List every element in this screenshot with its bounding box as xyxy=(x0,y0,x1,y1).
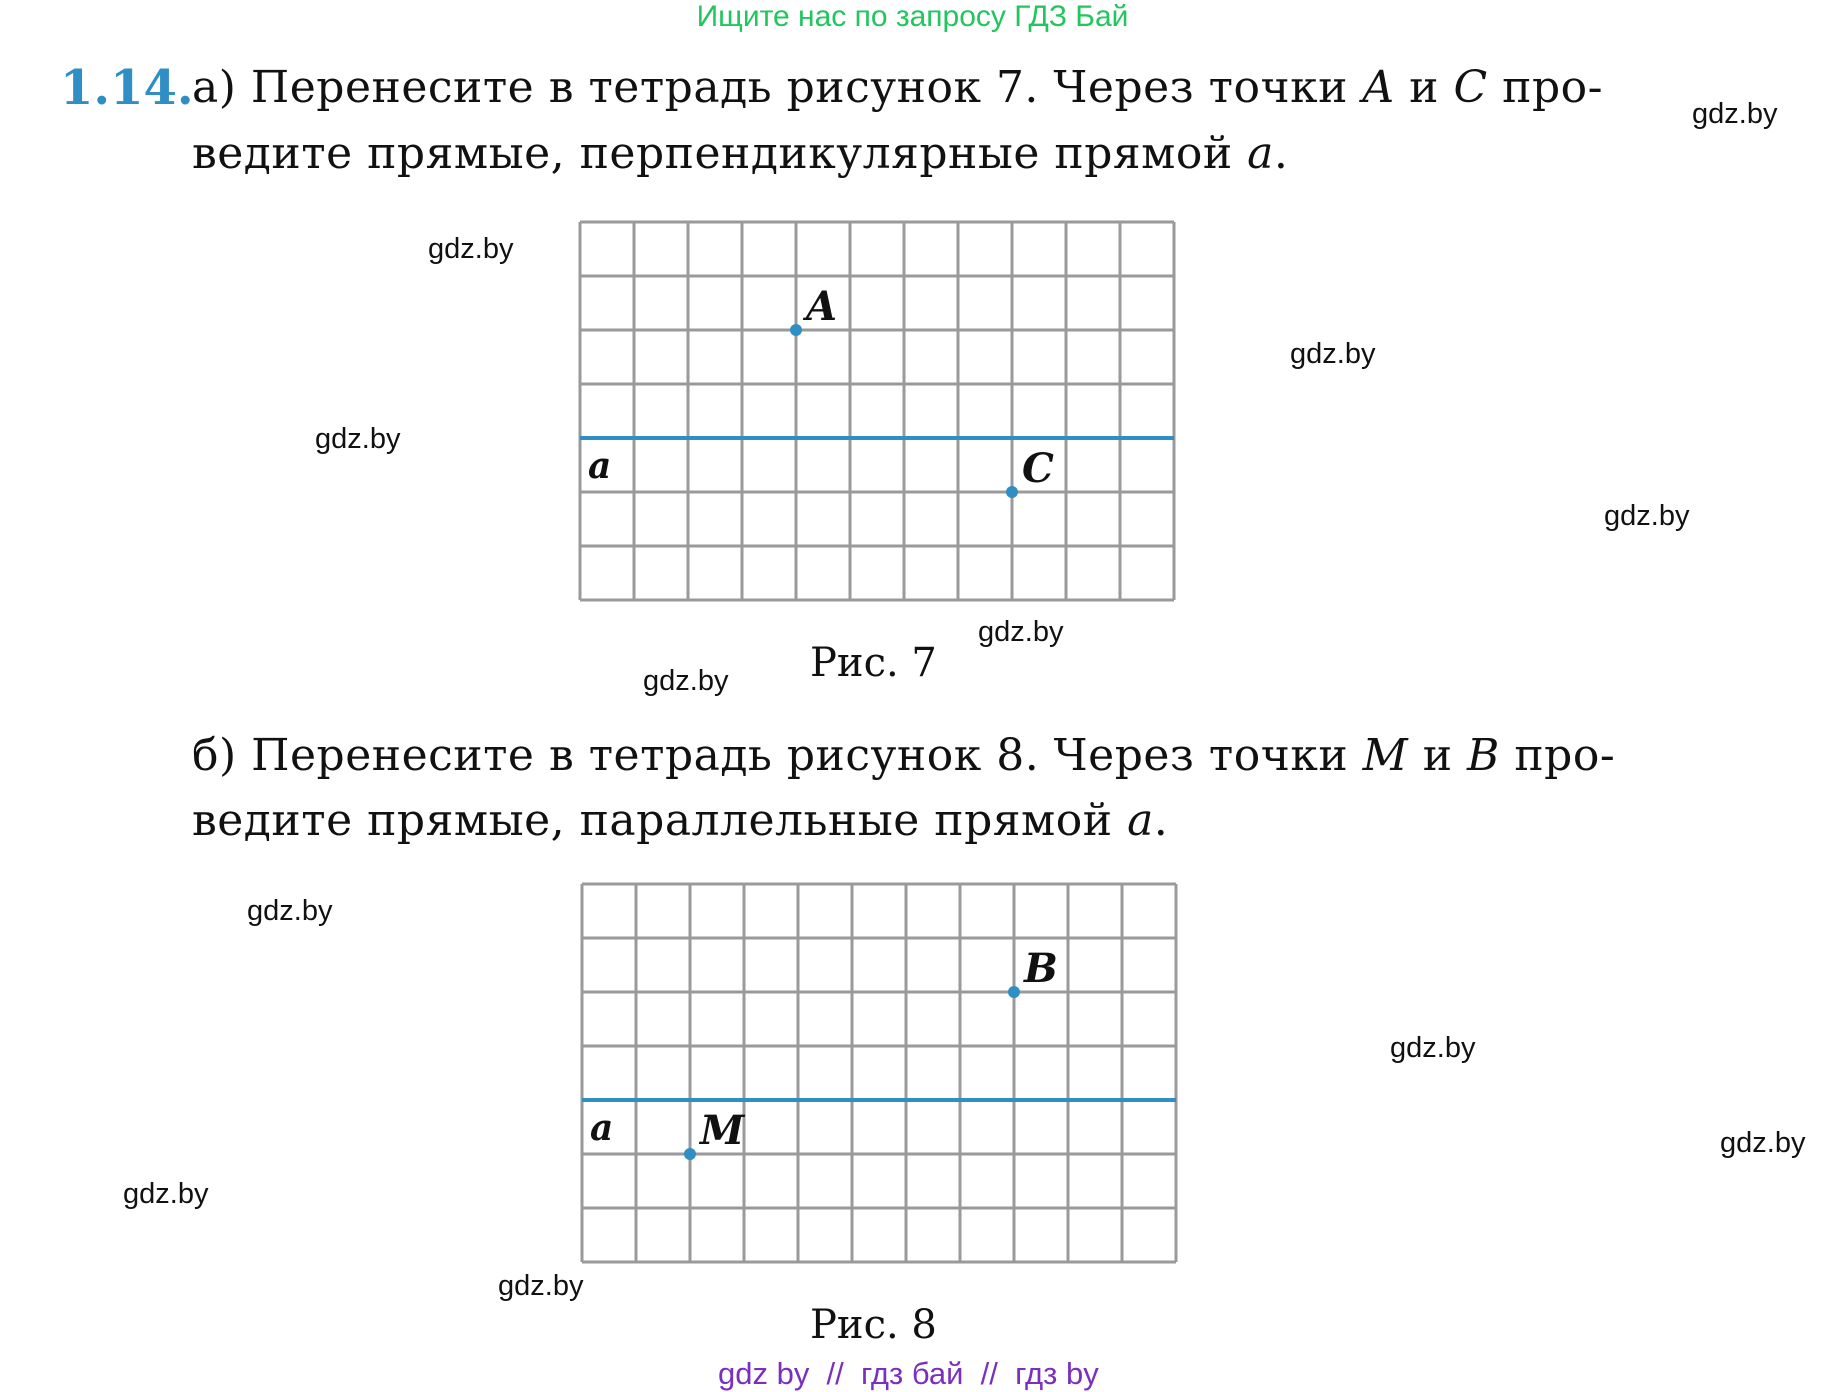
problem-number: 1.14. xyxy=(60,60,194,116)
header-banner: Ищите нас по запросу ГДЗ Бай xyxy=(696,0,1129,33)
footer-links: gdz by // гдз бай // гдз by xyxy=(718,1356,1099,1391)
watermark: gdz.by xyxy=(1604,500,1690,532)
watermark: gdz.by xyxy=(643,665,729,697)
figure-8-caption: Рис. 8 xyxy=(810,1302,937,1348)
point-c xyxy=(1006,486,1018,498)
task-a-point-1: A xyxy=(1362,62,1395,113)
watermark: gdz.by xyxy=(978,616,1064,648)
point-b-label: B xyxy=(1024,945,1058,992)
task-b-line2 xyxy=(192,795,1168,846)
task-b-text-2: про- xyxy=(1499,730,1616,781)
task-b-text-1: б) Перенесите в тетрадь рисунок 8. Через точки xyxy=(192,730,1363,781)
watermark: gdz.by xyxy=(315,423,401,455)
task-b-point-2: B xyxy=(1467,730,1500,781)
point-b xyxy=(1008,986,1020,998)
task-a-conj: и xyxy=(1394,62,1454,113)
watermark: gdz.by xyxy=(1390,1032,1476,1064)
line-a-label: a xyxy=(590,1107,614,1149)
figure-8-grid xyxy=(580,882,1180,1268)
task-b-text-4: . xyxy=(1153,795,1169,846)
watermark: gdz.by xyxy=(247,895,333,927)
point-a-label: A xyxy=(806,283,838,330)
watermark: gdz.by xyxy=(428,233,514,265)
point-a xyxy=(790,324,802,336)
line-a-label: a xyxy=(588,445,612,487)
point-c-label: C xyxy=(1022,445,1054,492)
task-a-text-2: про- xyxy=(1487,62,1603,113)
figure-7-caption: Рис. 7 xyxy=(810,640,937,686)
task-b-line-name: a xyxy=(1127,795,1154,846)
task-a-text-4: . xyxy=(1273,128,1289,179)
point-m xyxy=(684,1148,696,1160)
task-a-text-3: ведите прямые, перпендикулярные прямой xyxy=(192,128,1248,179)
task-a-text-1: а) Перенесите в тетрадь рисунок 7. Через точки xyxy=(192,62,1363,113)
watermark: gdz.by xyxy=(1720,1127,1806,1159)
watermark: gdz.by xyxy=(123,1178,209,1210)
watermark: gdz.by xyxy=(1290,338,1376,370)
task-a-line2 xyxy=(192,128,1288,179)
task-b-point-1: M xyxy=(1362,730,1409,781)
task-a-line-name: a xyxy=(1247,128,1274,179)
task-a-line1 xyxy=(192,62,1603,113)
watermark: gdz.by xyxy=(498,1270,584,1302)
figure-7-grid xyxy=(578,220,1178,606)
watermark: gdz.by xyxy=(1692,98,1778,130)
task-b-line1 xyxy=(192,730,1615,781)
task-b-conj: и xyxy=(1408,730,1468,781)
task-a-point-2: C xyxy=(1453,62,1488,113)
task-b-text-3: ведите прямые, параллельные прямой xyxy=(192,795,1128,846)
point-m-label: M xyxy=(700,1107,745,1154)
